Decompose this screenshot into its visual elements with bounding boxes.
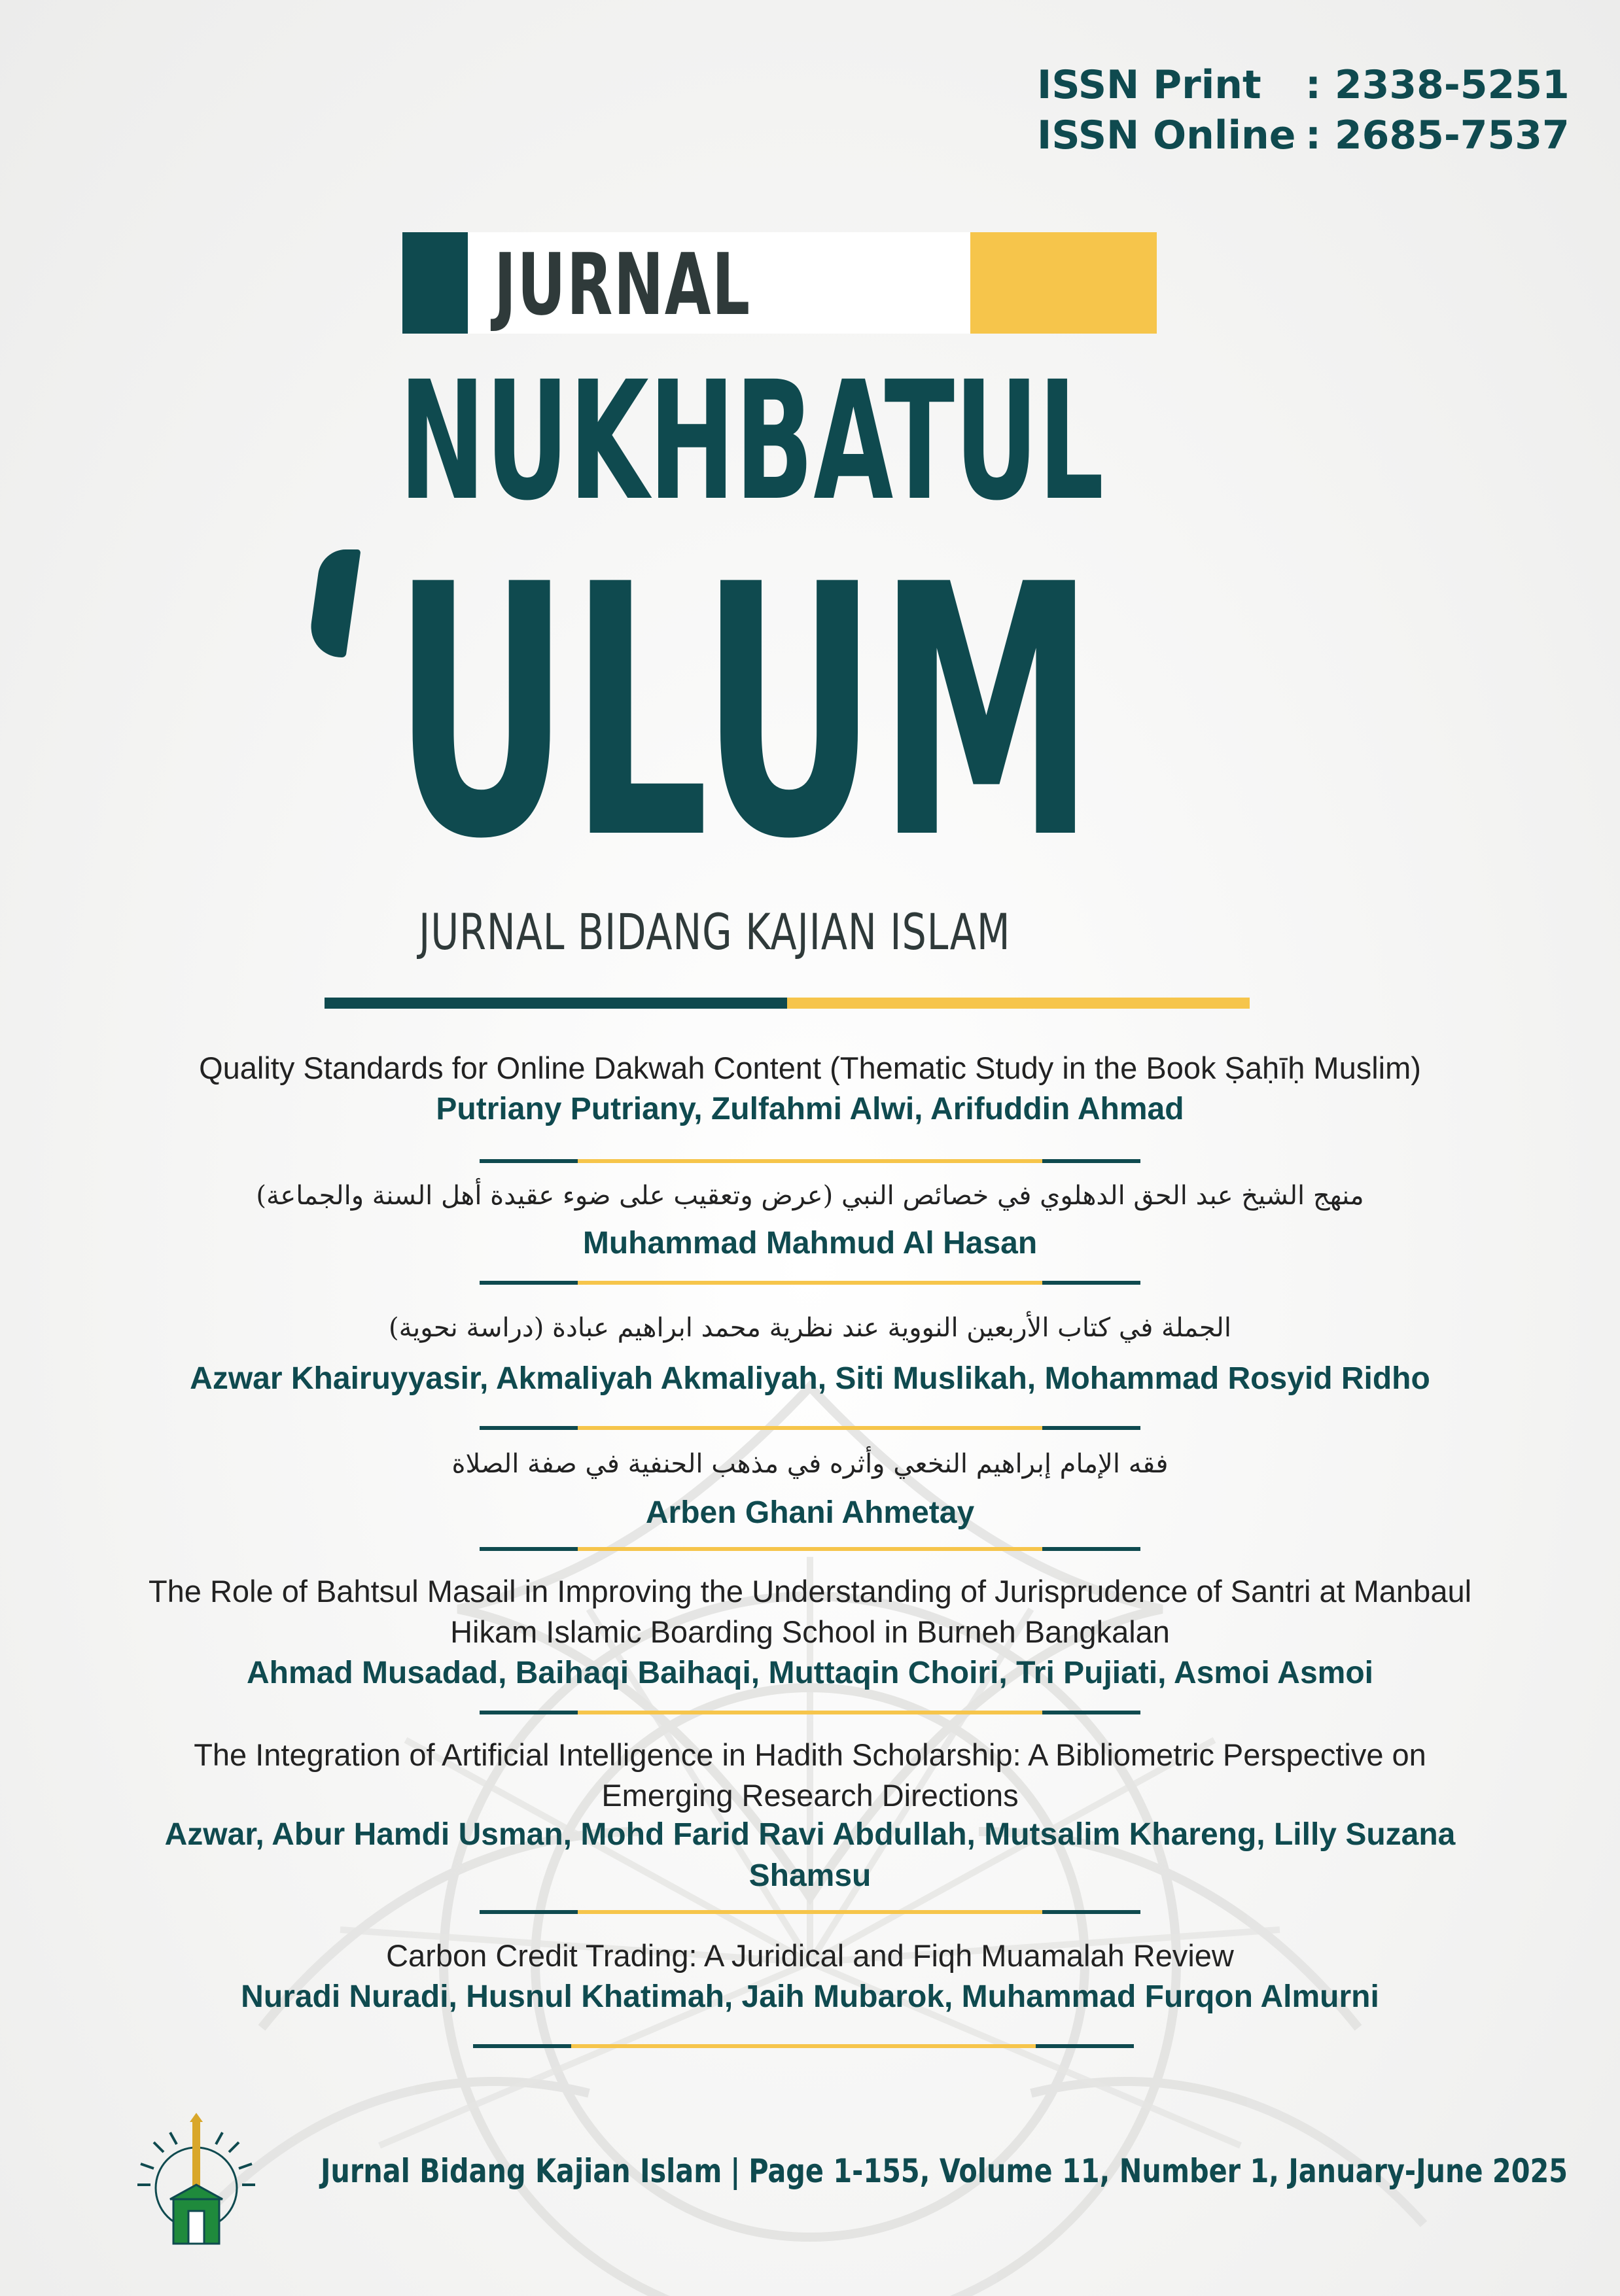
article-4-authors: Arben Ghani Ahmetay (645, 1495, 975, 1530)
separator-2 (480, 1281, 1140, 1285)
article-2-authors: Muhammad Mahmud Al Hasan (582, 1226, 1038, 1261)
issn-online (1037, 113, 1570, 158)
separator-3 (480, 1426, 1140, 1430)
separator-7 (473, 2044, 1134, 2048)
institution-logo (124, 2113, 268, 2250)
masthead-dark-block (402, 232, 468, 334)
article-6-authors-line-2: Shamsu (748, 1858, 872, 1893)
article-6-authors-line-1: Azwar, Abur Hamdi Usman, Mohd Farid Ravi Abdullah, Mutsalim Khareng, Lilly Suzana (164, 1817, 1456, 1852)
issn-print-value: : 2338-5251 (1305, 62, 1570, 108)
title-line-ulum: ULUM (393, 511, 1095, 914)
masthead-jurnal: JURNAL (494, 235, 751, 334)
header-rule-yellow (787, 998, 1250, 1009)
article-5-authors: Ahmad Musadad, Baihaqi Baihaqi, Muttaqin Choiri, Tri Pujiati, Asmoi Asmoi (247, 1656, 1373, 1690)
separator-5 (480, 1711, 1140, 1714)
article-7-title: Carbon Credit Trading: A Juridical and Fiqh Muamalah Review (386, 1938, 1234, 1973)
article-1-title: Quality Standards for Online Dakwah Content (Thematic Study in the Book Ṣaḥīḥ Muslim) (199, 1051, 1421, 1085)
article-1-authors: Putriany Putriany, Zulfahmi Alwi, Arifuddin Ahmad (436, 1092, 1184, 1126)
footer-issue-details: Page 1-155, Volume 11, Number 1, January-June 2025 (748, 2152, 1568, 2190)
issn-online-value: : 2685-7537 (1305, 113, 1570, 158)
footer-journal-name: Jurnal Bidang Kajian Islam (321, 2152, 722, 2190)
issn-online-label: ISSN Online (1037, 113, 1296, 158)
masthead-yellow-block (970, 232, 1157, 334)
footer-divider: | (730, 2152, 741, 2190)
article-5-title-line-2: Hikam Islamic Boarding School in Burneh Bangkalan (450, 1614, 1170, 1649)
article-3-title: الجملة في كتاب الأربعين النووية عند نظرية محمد ابراهيم عبادة (دراسة نحوية) (389, 1313, 1231, 1343)
separator-1 (480, 1159, 1140, 1163)
article-2-title: منهج الشيخ عبد الحق الدهلوي في خصائص النبي (عرض وتعقيب على ضوء عقيدة أهل السنة والجماعة) (256, 1181, 1364, 1211)
article-6-title-line-2: Emerging Research Directions (601, 1778, 1019, 1813)
article-5-title-line-1: The Role of Bahtsul Masail in Improving the Understanding of Jurisprudence of Santri at Manbaul (148, 1574, 1472, 1609)
article-7-authors: Nuradi Nuradi, Husnul Khatimah, Jaih Mubarok, Muhammad Furqon Almurni (241, 1979, 1379, 2014)
footer-info (321, 2152, 1568, 2190)
separator-4 (480, 1547, 1140, 1551)
article-6-title-line-1: The Integration of Artificial Intelligence in Hadith Scholarship: A Bibliometric Perspective on (194, 1737, 1426, 1772)
article-4-title: فقه الإمام إبراهيم النخعي وأثره في مذهب الحنفية في صفة الصلاة (451, 1449, 1169, 1479)
separator-6 (480, 1910, 1140, 1914)
issn-print (1037, 62, 1570, 108)
title-line-nukhbatul: NUKHBATUL (399, 346, 1104, 536)
title-apostrophe (306, 549, 361, 657)
issn-print-label: ISSN Print (1037, 62, 1261, 108)
header-rule-dark (325, 998, 787, 1009)
article-3-authors: Azwar Khairuyyasir, Akmaliyah Akmaliyah, Siti Muslikah, Mohammad Rosyid Ridho (190, 1361, 1430, 1396)
journal-subtitle: JURNAL BIDANG KAJIAN ISLAM (419, 903, 1011, 961)
